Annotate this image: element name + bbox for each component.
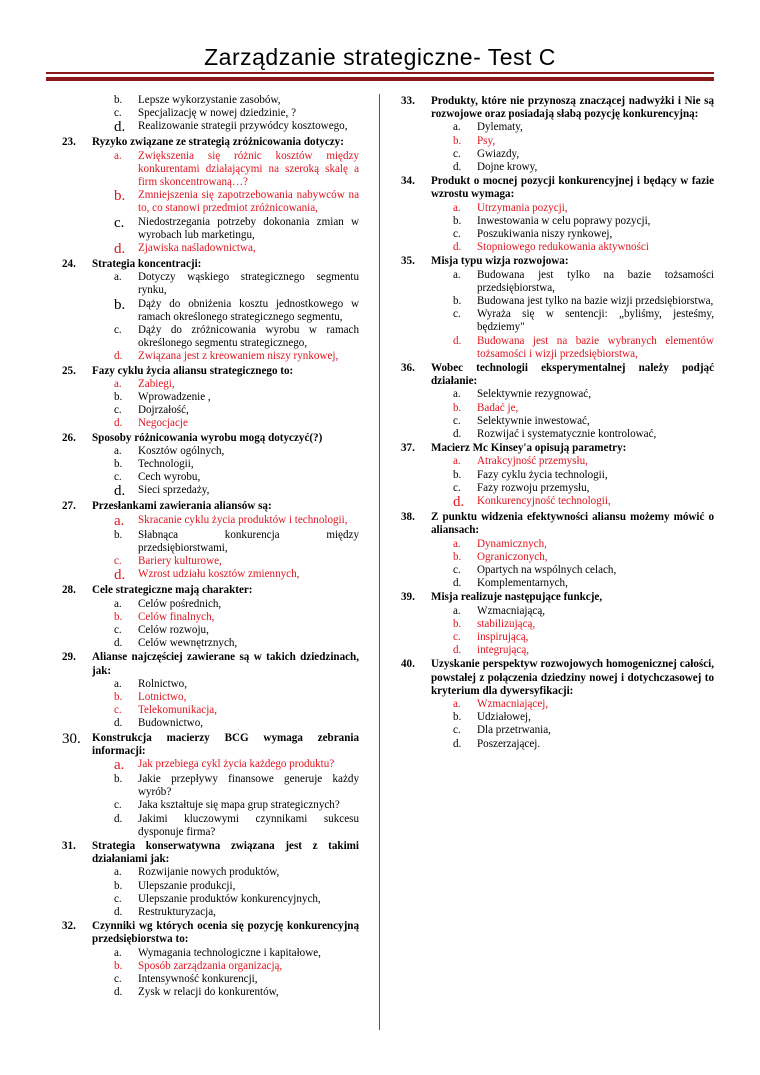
question — [62, 432, 359, 445]
answer-text: Stopniowego redukowania aktywności — [477, 241, 649, 254]
answer-letter: d. — [453, 494, 465, 511]
answer-text: Badać je, — [477, 401, 519, 414]
answer-option — [114, 94, 359, 107]
answer-option — [114, 391, 359, 404]
answer-option — [114, 717, 359, 730]
answer-option — [453, 269, 714, 295]
answer-option — [114, 324, 359, 350]
question-text: Misja typu wizja rozwojowa: — [431, 255, 569, 268]
answer-option — [453, 482, 714, 495]
answer-letter: d. — [114, 905, 123, 918]
answer-letter: d. — [114, 350, 123, 363]
answer-text: Wyraża się w sentencji: „byliśmy, jesteśmy, będziemy" — [477, 308, 714, 334]
answer-text: Budowana jest tylko na bazie tożsamości przedsiębiorstwa, — [477, 268, 714, 294]
answer-letter: a. — [453, 604, 461, 617]
question — [401, 658, 714, 698]
question-text: Z punktu widzenia efektywności aliansu możemy mówić o aliansach: — [431, 511, 714, 537]
answer-option — [114, 484, 359, 499]
answer-letter: d. — [114, 986, 123, 999]
question — [401, 442, 714, 455]
answer-option — [453, 469, 714, 482]
answer-option — [114, 986, 359, 999]
answer-text: Telekomunikacja, — [138, 704, 218, 717]
answer-option — [114, 880, 359, 893]
answer-option — [114, 120, 359, 135]
answer-text: Specjalizację w nowej dziedzinie, ? — [138, 107, 297, 120]
answer-text: Zysk w relacji do konkurentów, — [138, 986, 279, 999]
question-text: Fazy cyklu życia aliansu strategicznego to: — [92, 364, 294, 377]
answer-text: Jakie przepływy finansowe generuje każdy wyrób? — [138, 772, 359, 799]
answer-option-correct — [114, 555, 359, 568]
answer-option-correct — [114, 417, 359, 430]
question-text: Strategia konserwatywna związana jest z takimi działaniami jak: — [92, 839, 359, 866]
answer-option-correct — [114, 242, 359, 257]
answer-text: Sposób zarządzania organizacją, — [138, 959, 283, 972]
answer-letter: d. — [114, 567, 126, 584]
answer-text: Dąży do zróżnicowania wyrobu w ramach określonego segmentu strategicznego, — [138, 324, 359, 350]
answer-letter: d. — [114, 241, 126, 258]
answer-text: Ograniczonych, — [477, 550, 548, 563]
answer-option-correct — [453, 495, 714, 510]
answer-letter: d. — [453, 644, 462, 657]
question — [62, 920, 359, 946]
answer-text: Dąży do obniżenia kosztu jednostkowego w ramach określonego strategicznego segmentu, — [138, 297, 359, 323]
answer-text: Utrzymania pozycji, — [477, 201, 568, 214]
answer-letter: c. — [114, 404, 122, 417]
answer-text: Skracanie cyklu życia produktów i technologii, — [138, 513, 348, 526]
title-rule-thin — [46, 72, 714, 74]
question-text: Misja realizuje następujące funkcje, — [431, 591, 603, 604]
answer-letter: b. — [114, 690, 123, 703]
question — [62, 840, 359, 866]
question-number: 25. — [62, 364, 76, 377]
question — [62, 584, 359, 597]
answer-letter: c. — [453, 414, 461, 427]
answer-letter: d. — [453, 241, 462, 254]
answer-option-correct — [453, 631, 714, 644]
question — [62, 136, 359, 149]
answer-text: Selektywnie inwestować, — [477, 414, 590, 427]
answer-option — [114, 678, 359, 691]
question — [401, 95, 714, 121]
answer-option-correct — [453, 402, 714, 415]
answer-text: stabilizującą, — [477, 617, 536, 630]
answer-letter: d. — [114, 483, 126, 500]
question-text: Cele strategiczne mają charakter: — [92, 584, 253, 597]
question — [401, 591, 714, 604]
answer-letter: c. — [114, 471, 122, 484]
answer-letter: a. — [453, 455, 461, 468]
answer-text: Rolnictwo, — [138, 677, 187, 690]
answer-option-correct — [114, 350, 359, 363]
question — [62, 365, 359, 378]
answer-letter: a. — [114, 271, 122, 284]
question-number: 37. — [401, 442, 415, 455]
answer-text: Dojne krowy, — [477, 161, 538, 174]
answer-text: Jaka kształtuje się mapa grup strategicznych? — [138, 799, 340, 812]
answer-letter: a. — [453, 537, 461, 550]
question-number: 31. — [62, 839, 76, 852]
answer-text: Komplementarnych, — [477, 577, 568, 590]
answer-text: Dynamicznych, — [477, 537, 547, 550]
answer-letter: c. — [453, 481, 461, 494]
answer-option — [114, 947, 359, 960]
answer-text: Wymagania technologiczne i kapitałowe, — [138, 946, 321, 959]
answer-option-correct — [114, 704, 359, 717]
answer-text: Słabnąca konkurencja między przedsiębiorstwami, — [138, 528, 359, 554]
answer-text: Ulepszanie produkcji, — [138, 879, 236, 892]
question-number: 30. — [62, 730, 81, 747]
answer-option — [453, 738, 714, 751]
column-divider — [379, 94, 380, 1030]
answer-text: Zjawiska naśladownictwa, — [138, 242, 256, 255]
question-text: Strategia koncentracji: — [92, 258, 202, 271]
question — [62, 732, 359, 758]
question-number: 26. — [62, 431, 76, 444]
answer-letter: b. — [453, 295, 462, 308]
answer-text: Sieci sprzedaży, — [138, 484, 210, 497]
page-title: Zarządzanie strategiczne- Test C — [204, 44, 556, 70]
answer-text: Zabiegi, — [138, 377, 175, 390]
question-number: 32. — [62, 920, 76, 933]
question-number: 29. — [62, 651, 76, 664]
question-text: Konstrukcja macierzy BCG wymaga zebrania informacji: — [92, 731, 359, 757]
answer-text: Niedostrzegania potrzeby dokonania zmian w wyrobach lub marketingu, — [138, 215, 359, 241]
answer-option — [453, 428, 714, 441]
answer-letter: c. — [453, 724, 461, 737]
answer-text: Cech wyrobu, — [138, 471, 201, 484]
question-text: Sposoby różnicowania wyrobu mogą dotyczyć(?) — [92, 431, 323, 444]
question-number: 36. — [401, 362, 415, 375]
answer-option-correct — [114, 378, 359, 391]
question-number: 34. — [401, 175, 415, 188]
question-text: Ryzyko związane ze strategią zróżnicowania dotyczy: — [92, 136, 344, 149]
answer-text: Technologii, — [138, 458, 194, 471]
answer-text: Celów wewnętrznych, — [138, 637, 238, 650]
question-text: Macierz Mc Kinsey'a opisują parametry: — [431, 442, 627, 455]
question-number: 28. — [62, 584, 76, 597]
answer-option-correct — [453, 202, 714, 215]
answer-text: Dla przetrwania, — [477, 724, 551, 737]
answer-option-correct — [114, 960, 359, 973]
answer-letter: b. — [114, 528, 123, 541]
answer-option — [114, 773, 359, 799]
answer-letter: b. — [114, 610, 123, 623]
answer-option — [453, 415, 714, 428]
answer-text: Gwiazdy, — [477, 147, 520, 160]
answer-text: Atrakcyjność przemysłu, — [477, 455, 588, 468]
answer-letter: a. — [114, 866, 122, 879]
answer-option — [453, 711, 714, 724]
answer-option — [453, 564, 714, 577]
answer-letter: d. — [114, 812, 123, 825]
answer-letter: c. — [114, 892, 122, 905]
answer-letter: c. — [453, 147, 461, 160]
answer-letter: c. — [114, 704, 122, 717]
question — [401, 255, 714, 268]
answer-option — [114, 445, 359, 458]
answer-option — [453, 121, 714, 134]
answer-option-correct — [114, 691, 359, 704]
answer-letter: b. — [114, 959, 123, 972]
answer-text: Budowana jest tylko na bazie wizji przedsiębiorstwa, — [477, 295, 714, 308]
answer-text: Rozwijanie nowych produktów, — [138, 866, 280, 879]
answer-letter: a. — [453, 697, 461, 710]
answer-letter: a. — [114, 512, 125, 529]
answer-letter: d. — [453, 577, 462, 590]
answer-text: Związana jest z kreowaniem niszy rynkowej, — [138, 350, 339, 363]
answer-option — [114, 813, 359, 839]
answer-text: Poszerzającej. — [477, 737, 541, 750]
question-text: Wobec technologii eksperymentalnej należy podjąć działanie: — [431, 362, 714, 388]
answer-letter: c. — [453, 228, 461, 241]
answer-letter: c. — [453, 630, 461, 643]
answer-letter: c. — [114, 623, 122, 636]
question-number: 24. — [62, 258, 76, 271]
title-rule-thick — [46, 77, 714, 81]
answer-text: Wzmacniającej, — [477, 697, 549, 710]
answer-option — [114, 973, 359, 986]
answer-option-correct — [453, 455, 714, 468]
answer-option-correct — [453, 644, 714, 657]
answer-letter: c. — [114, 107, 122, 120]
answer-text: Celów rozwoju, — [138, 623, 209, 636]
question-text: Czynniki wg których ocenia się pozycję konkurencyjną przedsiębiorstwa to: — [92, 920, 359, 946]
answer-text: Opartych na wspólnych celach, — [477, 563, 617, 576]
answer-letter: d. — [453, 737, 462, 750]
question-number: 38. — [401, 511, 415, 524]
answer-letter: d. — [453, 161, 462, 174]
answer-option — [453, 161, 714, 174]
answer-text: Fazy cyklu życia technologii, — [477, 468, 608, 481]
answer-letter: d. — [453, 334, 462, 347]
answer-text: Wprowadzenie , — [138, 391, 211, 404]
answer-option — [114, 458, 359, 471]
answer-option-correct — [453, 241, 714, 254]
answer-option — [114, 866, 359, 879]
question-number: 27. — [62, 500, 76, 513]
answer-option — [114, 598, 359, 611]
question — [401, 362, 714, 388]
answer-letter: b. — [453, 401, 462, 414]
question-text: Uzyskanie perspektyw rozwojowych homogenicznej całości, powstałej z połączenia dziedziny nowej i dotychczasowej to kryterium dla dywersyfikacji: — [431, 658, 714, 697]
question-number: 35. — [401, 255, 415, 268]
answer-option — [114, 216, 359, 242]
answer-option — [114, 529, 359, 555]
answer-letter: a. — [114, 677, 122, 690]
answer-letter: b. — [453, 617, 462, 630]
question — [401, 175, 714, 201]
question-number: 33. — [401, 95, 415, 107]
answer-letter: b. — [114, 94, 123, 106]
answer-letter: b. — [453, 214, 462, 227]
answer-text: Dojrzałość, — [138, 404, 189, 417]
answer-letter: a. — [114, 149, 122, 162]
answer-text: Jakimi kluczowymi czynnikami sukcesu dysponuje firma? — [138, 812, 359, 838]
answer-option — [453, 215, 714, 228]
answer-text: Fazy rozwoju przemysłu, — [477, 481, 590, 494]
answer-option — [114, 624, 359, 637]
answer-letter: c. — [453, 563, 461, 576]
answer-option — [453, 577, 714, 590]
answer-text: Konkurencyjność technologii, — [477, 495, 611, 508]
answer-option — [114, 893, 359, 906]
left-column — [62, 94, 359, 999]
answer-text: Wzrost udziału kosztów zmiennych, — [138, 568, 300, 581]
answer-option — [453, 724, 714, 737]
answer-letter: c. — [114, 214, 125, 231]
answer-letter: d. — [453, 428, 462, 441]
question — [62, 500, 359, 513]
answer-text: Selektywnie rezygnować, — [477, 388, 591, 401]
answer-text: Udziałowej, — [477, 711, 531, 724]
answer-text: Dotyczy wąskiego strategicznego segmentu rynku, — [138, 271, 359, 297]
answer-option-correct — [453, 135, 714, 148]
answer-option-correct — [114, 514, 359, 529]
question-number: 39. — [401, 591, 415, 604]
answer-letter: d. — [114, 637, 123, 650]
answer-letter: a. — [114, 377, 122, 390]
answer-letter: b. — [114, 188, 126, 205]
answer-option — [114, 271, 359, 297]
answer-option — [114, 107, 359, 120]
answer-option-correct — [114, 758, 359, 773]
answer-text: Lepsze wykorzystanie zasobów, — [138, 94, 281, 106]
answer-text: Dylematy, — [477, 121, 523, 134]
answer-text: Realizowanie strategii przywódcy kosztowego, — [138, 120, 348, 133]
answer-letter: a. — [453, 268, 461, 281]
answer-option — [453, 605, 714, 618]
question-text: Przesłankami zawierania aliansów są: — [92, 500, 272, 513]
question — [401, 511, 714, 537]
answer-letter: c. — [453, 308, 461, 321]
answer-letter: a. — [453, 201, 461, 214]
answer-letter: c. — [114, 799, 122, 812]
answer-letter: b. — [114, 772, 123, 785]
answer-text: Lotnictwo, — [138, 690, 187, 703]
answer-text: inspirującą, — [477, 630, 529, 643]
answer-letter: b. — [453, 550, 462, 563]
answer-text: Budowana jest na bazie wybranych elementów tożsamości i wizji przedsiębiorstwa, — [477, 334, 714, 360]
answer-text: Bariery kulturowe, — [138, 555, 222, 568]
answer-letter: b. — [453, 134, 462, 147]
answer-letter: a. — [453, 121, 461, 134]
answer-option-correct — [114, 568, 359, 583]
answer-option — [453, 148, 714, 161]
answer-text: Ulepszanie produktów konkurencyjnych, — [138, 892, 321, 905]
answer-option-correct — [453, 698, 714, 711]
answer-option — [114, 799, 359, 812]
question — [62, 258, 359, 271]
answer-text: Jak przebiega cykl życia każdego produktu? — [138, 757, 335, 770]
answer-text: Intensywność konkurencji, — [138, 972, 258, 985]
answer-letter: b. — [114, 458, 123, 471]
answer-letter: a. — [453, 388, 461, 401]
answer-text: Rozwijać i systematycznie kontrolować, — [477, 428, 657, 441]
right-column — [401, 94, 714, 751]
answer-text: Celów finalnych, — [138, 610, 215, 623]
answer-letter: a. — [114, 444, 122, 457]
answer-option-correct — [453, 618, 714, 631]
answer-text: Celów pośrednich, — [138, 597, 222, 610]
answer-option-correct — [114, 189, 359, 215]
answer-letter: b. — [453, 711, 462, 724]
answer-option-correct — [453, 335, 714, 361]
answer-text: Budownictwo, — [138, 717, 204, 730]
answer-text: Zwiększenia się różnic kosztów między konkurentami działającymi na szeroką skalę a firm skoncentrowaną…? — [138, 149, 359, 189]
answer-option-correct — [114, 611, 359, 624]
answer-option-correct — [453, 538, 714, 551]
answer-option — [453, 388, 714, 401]
question — [62, 651, 359, 677]
answer-option — [114, 637, 359, 650]
answer-text: Negocjacje — [138, 417, 188, 430]
answer-letter: a. — [114, 946, 122, 959]
answer-text: Inwestowania w celu poprawy pozycji, — [477, 214, 651, 227]
answer-letter: b. — [453, 468, 462, 481]
answer-option — [453, 308, 714, 334]
question-text: Alianse najczęściej zawierane są w takich dziedzinach, jak: — [92, 651, 359, 677]
answer-option — [453, 228, 714, 241]
answer-letter: c. — [114, 972, 122, 985]
answer-option — [114, 298, 359, 324]
answer-option — [114, 906, 359, 919]
answer-letter: b. — [114, 879, 123, 892]
answer-letter: a. — [114, 597, 122, 610]
answer-text: Restrukturyzacja, — [138, 905, 216, 918]
answer-letter: c. — [114, 324, 122, 337]
answer-letter: d. — [114, 119, 126, 136]
answer-text: Wzmacniającą, — [477, 604, 546, 617]
answer-letter: b. — [114, 296, 126, 313]
answer-option — [114, 404, 359, 417]
answer-option-correct — [453, 551, 714, 564]
answer-text: Zmniejszenia się zapotrzebowania nabywców na to, co stanowi przedmiot zróżnicowania, — [138, 189, 359, 215]
answer-option-correct — [114, 150, 359, 190]
answer-letter: a. — [114, 756, 125, 773]
answer-text: Kosztów ogólnych, — [138, 444, 225, 457]
question-number: 23. — [62, 136, 76, 149]
question-text: Produkty, które nie przynoszą znaczącej nadwyżki i Nie są rozwojowe oraz posiadają słabą pozycję konkurencyjną: — [431, 95, 714, 121]
answer-text: Poszukiwania niszy rynkowej, — [477, 228, 613, 241]
question-number: 40. — [401, 658, 415, 671]
answer-option — [114, 471, 359, 484]
answer-letter: b. — [114, 391, 123, 404]
answer-text: Psy, — [477, 134, 496, 147]
answer-letter: c. — [114, 555, 122, 568]
answer-option — [453, 295, 714, 308]
answer-letter: d. — [114, 717, 123, 730]
answer-letter: d. — [114, 417, 123, 430]
question-text: Produkt o mocnej pozycji konkurencyjnej i będący w fazie wzrostu wymaga: — [431, 175, 714, 201]
answer-text: integrującą, — [477, 644, 530, 657]
